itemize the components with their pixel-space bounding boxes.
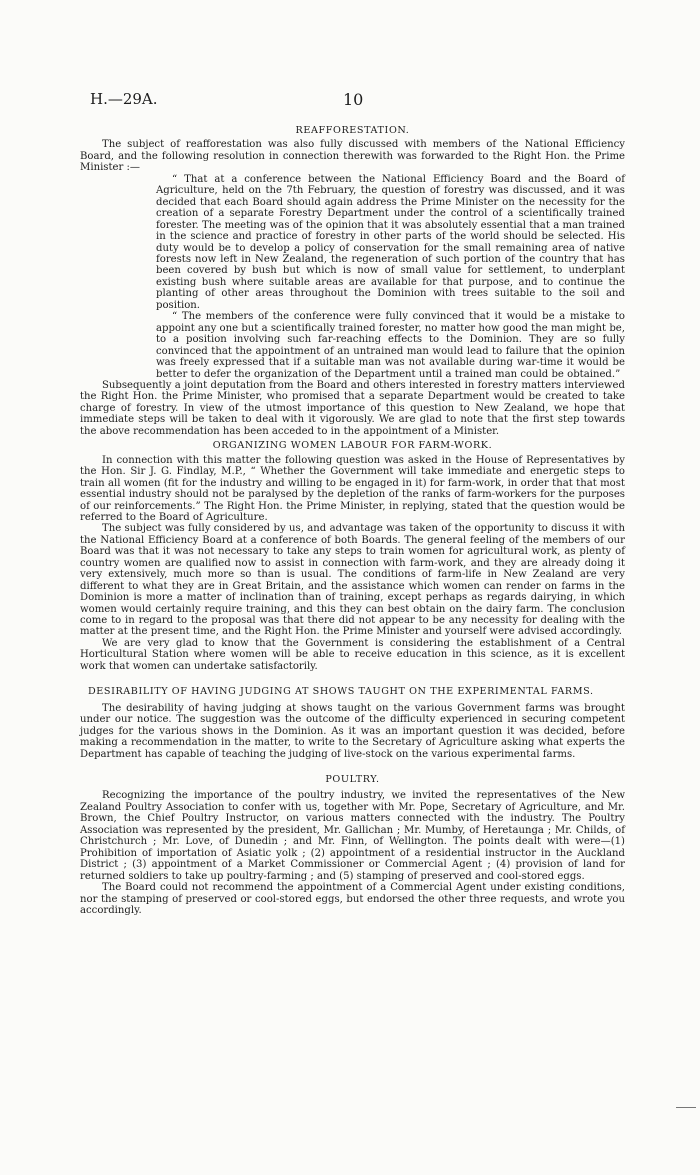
section-heading-women-labour: ORGANIZING WOMEN LABOUR FOR FARM-WORK. bbox=[212, 440, 493, 452]
women-labour-paragraph-1: In connection with this matter the following question was asked in the House of Representatives by the Hon. Sir J. G. Findlay, M.P., “ Whether the Government will take immediate and energetic steps to train all women (fit for the industry and willing to be engaged in it) for farm-work, in order that that most essential industry should not be paralysed by the depletion of the ranks of farm-workers for the purposes of our reinforcements.” The Right Hon. the Prime Minister, in replying, stated that the question would be referred to the Board of Agriculture. bbox=[80, 454, 625, 523]
document-code: H.—29A. bbox=[90, 90, 158, 108]
section-heading-reafforestation: REAFFORESTATION. bbox=[295, 125, 410, 136]
reafforestation-intro: The subject of reafforestation was also fully discussed with members of the National Efficiency Board, and the following resolution in connection therewith was forwarded to the Right Hon. the Prime Minister :— bbox=[80, 139, 625, 174]
section-heading-poultry: POULTRY. bbox=[325, 774, 380, 786]
poultry-paragraph-1: Recognizing the importance of the poultry industry, we invited the representatives of the New Zealand Poultry Association to confer with us, together with Mr. Pope, Secretary of Agriculture, and Mr. Brown, the Chief Poultry Instructor, on various matters connected with the industry. The Poultry Association was represented by the president, Mr. Gallichan ; Mr. Mumby, of Heretaunga ; Mr. Childs, of Christchurch ; Mr. Love, of Dunedin ; and Mr. Finn, of Wellington. The points dealt with were—(1) Prohibition of importation of Asiatic yolk ; (2) appointment of a residential instructor in the Auckland District ; (3) appointment of a Market Commissioner or Commercial Agent ; (4) provision of land for returned soldiers to take up poultry-farming ; and (5) stamping of preserved and cool-stored eggs. bbox=[80, 790, 625, 882]
women-labour-paragraph-3: We are very glad to know that the Government is considering the establishment of a Central Horticultural Station where women will be able to receive education in this science, as it is excellent work that women can undertake satisfactorily. bbox=[80, 637, 625, 672]
judging-paragraph: The desirability of having judging at shows taught on the various Government farms was brought under our notice. The suggestion was the outcome of the difficulty experienced in securing competent judges for the various shows in the Dominion. As it was an important question it was decided, before making a recommendation in the matter, to write to the Secretary of Agriculture asking what experts the Department has capable of teaching the judging of live-stock on the various experimental farms. bbox=[80, 702, 625, 760]
resolution-quote-2: “ The members of the conference were fully convinced that it would be a mistake to appoint any one but a scientifically trained forester, no matter how good the man might be, to a position involving such far-reaching effects to the Dominion. They are so fully convinced that the appointment of an untrained man would lead to failure that the opinion was freely expressed that if a suitable man was not available during war-time it would be better to defer the organization of the Department until a trained man could be obtained.” bbox=[156, 311, 625, 380]
reafforestation-closing: Subsequently a joint deputation from the Board and others interested in forestry matters interviewed the Right Hon. the Prime Minister, who promised that a separate Department would be created to take charge of forestry. In view of the utmost importance of this question to New Zealand, we hope that immediate steps will be taken to deal with it vigorously. We are glad to note that the first step towards the above recommendation has been acceded to in the appointment of a Minister. bbox=[80, 379, 625, 437]
page-header bbox=[90, 90, 630, 110]
section-heading-judging: DESIRABILITY OF HAVING JUDGING AT SHOWS TAUGHT ON THE EXPERIMENTAL FARMS. bbox=[88, 686, 594, 698]
women-labour-paragraph-2: The subject was fully considered by us, and advantage was taken of the opportunity to discuss it with the National Efficiency Board at a conference of both Boards. The general feeling of the members of our Board was that it was not necessary to take any steps to train women for agricultural work, as plenty of country women are qualified now to assist in connection with farm-work, and they are already doing it very extensively, much more so than is usual. The conditions of farm-life in New Zealand are very different to what they are in Great Britain, and the assistance which women can render on farms in the Dominion is more a matter of inclination than of training, except perhaps as regards dairying, in which women would certainly require training, and this they can best obtain on the dairy farm. The conclusion come to in regard to the proposal was that there did not appear to be any necessity for dealing with the matter at the present time, and the Right Hon. the Prime Minister and yourself were advised accordingly. bbox=[80, 523, 625, 638]
poultry-paragraph-2: The Board could not recommend the appointment of a Commercial Agent under existing conditions, nor the stamping of preserved or cool-stored eggs, but endorsed the other three requests, and wrote you accordingly. bbox=[80, 882, 625, 916]
margin-scan-mark bbox=[676, 1107, 696, 1108]
document-body bbox=[80, 122, 625, 916]
page-number: 10 bbox=[343, 90, 364, 109]
resolution-quote-1: “ That at a conference between the National Efficiency Board and the Board of Agriculture, held on the 7th February, the question of forestry was discussed, and it was decided that each Board should again address the Prime Minister on the necessity for the creation of a separate Forestry Department under the control of a scientifically trained forester. The meeting was of the opinion that it was absolutely essential that a man trained in the science and practice of forestry in other parts of the world should be selected. His duty would be to develop a policy of conservation for the small remaining area of native forests now left in New Zealand, the regeneration of such portion of the country that has been covered by bush but which is now of small value for settlement, to underplant existing bush where suitable areas are available for that purpose, and to continue the planting of other areas throughout the Dominion with trees suitable to the soil and position. bbox=[156, 173, 625, 311]
